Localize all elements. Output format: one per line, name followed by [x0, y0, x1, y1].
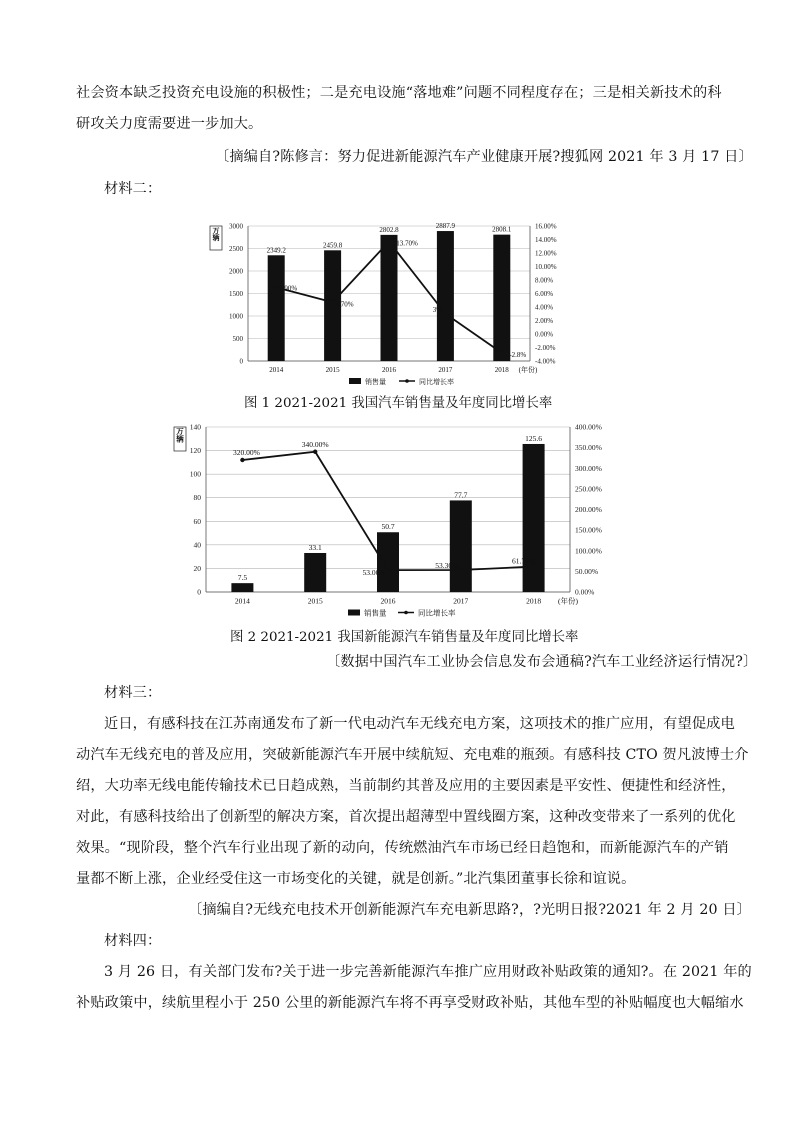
bar-value-label: 2349.2 [266, 246, 286, 255]
growth-value-label: 13.70% [396, 239, 418, 248]
growth-point [387, 239, 391, 243]
y2-tick-label: 6.00% [535, 290, 554, 298]
legend-label: 销售量 [364, 608, 387, 618]
x-tick-label: 2017 [453, 596, 469, 606]
paragraph-line: 量都不断上涨，企业经受住这一市场变化的关键，就是创新。”北汽集团董事长徐和谊说。 [76, 871, 636, 887]
growth-value-label: -2.8% [509, 350, 527, 359]
y-tick-label: 0 [197, 587, 201, 597]
growth-point [500, 351, 504, 355]
y2-tick-label: 350.00% [575, 443, 602, 453]
x-unit-label: (年份) [518, 366, 538, 374]
legend-marker [404, 611, 408, 615]
figure-caption: 图 1 2021-2021 我国汽车销售量及年度同比增长率 [244, 396, 553, 411]
growth-value-label: 4.70% [335, 300, 354, 309]
y2-tick-label: 100.00% [575, 546, 602, 556]
y2-tick-label: -4.00% [535, 357, 556, 366]
bar-value-label: 2887.9 [435, 222, 456, 231]
source-citation: 〔摘编自?无线充电技术开创新能源汽车充电新思路?，?光明日报?2021 年 2 月 20 日〕 [188, 902, 752, 918]
paragraph-line: 3 月 26 日，有关部门发布?关于进一步完善新能源汽车推广应用财政补贴政策的通知?。在 2021 年的 [104, 964, 752, 980]
bar-value-label: 50.7 [381, 522, 395, 532]
growth-value-label: 6.90% [279, 284, 298, 293]
bar-value-label: 33.1 [308, 542, 322, 552]
bar [377, 532, 399, 592]
growth-value-label: 61.70% [512, 556, 536, 566]
y2-tick-label: 14.00% [535, 236, 557, 244]
legend-label: 销售量 [365, 378, 386, 386]
legend-label: 同比增长率 [418, 608, 456, 618]
bar-value-label: 2459.8 [322, 241, 343, 250]
x-unit-label: (年份) [558, 596, 578, 606]
paragraph-line: 绍，大功率无线电能传输技术已日趋成熟，当前制约其普及应用的主要因素是平安性、便捷性和经济性， [76, 778, 736, 794]
x-tick-label: 2017 [438, 366, 453, 374]
source-citation: 〔数据中国汽车工业协会信息发布会通稿?汽车工业经济运行情况?〕 [326, 654, 758, 670]
y2-tick-label: 4.00% [535, 303, 554, 312]
x-tick-label: 2014 [234, 596, 250, 606]
growth-point [386, 568, 390, 572]
x-tick-label: 2016 [380, 596, 396, 606]
legend-swatch-bar [349, 378, 361, 384]
bar-value-label: 7.5 [237, 573, 248, 583]
growth-point [240, 458, 244, 462]
growth-value-label: 53.30% [435, 561, 459, 571]
y2-tick-label: 12.00% [535, 249, 557, 258]
growth-point [459, 568, 463, 572]
y2-tick-label: 50.00% [575, 566, 599, 576]
y-tick-label: 1000 [229, 312, 243, 321]
bar-value-label: 2808.1 [492, 225, 512, 234]
y-tick-label: 140 [189, 422, 201, 432]
y-tick-label: 120 [189, 446, 201, 456]
source-citation: 〔摘编自?陈修言：努力促进新能源汽车产业健康开展?搜狐网 2021 年 3 月 17 日〕 [215, 149, 753, 165]
legend-swatch-bar [348, 610, 360, 616]
y-tick-label: 100 [189, 469, 201, 479]
x-tick-label: 2015 [325, 366, 340, 374]
growth-point [274, 285, 278, 289]
legend-marker [405, 379, 409, 383]
y2-tick-label: -2.00% [535, 344, 556, 352]
bar [231, 583, 253, 592]
chart-figure-2 [170, 420, 610, 618]
y2-tick-label: 8.00% [535, 276, 554, 285]
bar [450, 500, 472, 592]
growth-value-label: 53.00% [362, 568, 386, 578]
material-label: 材料二： [104, 181, 162, 197]
y-unit-label: 万辆 [175, 427, 185, 443]
x-tick-label: 2018 [526, 596, 542, 606]
growth-value-label: 340.00% [301, 439, 329, 449]
y-tick-label: 3000 [229, 222, 243, 231]
material-label: 材料四： [104, 933, 162, 949]
y-tick-label: 0 [239, 357, 243, 366]
paragraph-line: 研攻关力度需要进一步加大。 [76, 116, 263, 132]
y2-tick-label: 2.00% [535, 317, 554, 325]
growth-point [443, 312, 447, 316]
x-tick-label: 2018 [494, 366, 509, 374]
bar-value-label: 2802.8 [379, 225, 399, 234]
figure-caption: 图 2 2021-2021 我国新能源汽车销售量及年度同比增长率 [230, 630, 579, 645]
y2-tick-label: 0.00% [535, 330, 554, 339]
paragraph-line: 社会资本缺乏投资充电设施的积极性；二是充电设施“落地难”问题不同程度存在；三是相关新技术的科 [76, 85, 722, 101]
y2-tick-label: 250.00% [575, 484, 602, 494]
bar [493, 235, 510, 361]
y-tick-label: 2000 [229, 267, 243, 276]
y-tick-label: 20 [193, 563, 201, 573]
y2-tick-label: 0.00% [575, 587, 595, 597]
paragraph-line: 效果。“现阶段，整个汽车行业出现了新的动向，传统燃油汽车市场已经日趋饱和，而新能源汽车的产销 [76, 840, 729, 856]
y2-tick-label: 150.00% [575, 525, 602, 535]
chart-figure-1 [200, 206, 590, 386]
x-tick-label: 2016 [382, 366, 396, 374]
bar [437, 231, 454, 361]
y2-tick-label: 200.00% [575, 505, 602, 514]
x-tick-label: 2015 [307, 596, 323, 606]
bar-value-label: 125.6 [525, 433, 543, 443]
bar-value-label: 77.7 [454, 490, 468, 500]
bar [304, 553, 326, 592]
bar [381, 235, 398, 361]
y-tick-label: 80 [193, 493, 201, 503]
y2-tick-label: 400.00% [575, 422, 602, 432]
y-tick-label: 60 [193, 516, 201, 526]
y-tick-label: 40 [193, 540, 201, 550]
bar [268, 255, 285, 361]
y-tick-label: 2500 [229, 245, 243, 253]
y-tick-label: 1500 [229, 290, 243, 298]
y2-tick-label: 10.00% [535, 263, 557, 271]
growth-value-label: 3% [432, 305, 443, 314]
legend-label: 同比增长率 [419, 378, 454, 386]
y2-tick-label: 300.00% [575, 463, 602, 473]
growth-point [330, 300, 334, 304]
paragraph-line: 对此，有感科技给出了创新型的解决方案，首次提出超薄型中置线圈方案，这种改变带来了一系列的优化 [76, 809, 736, 825]
paragraph-line: 补贴政策中，续航里程小于 250 公里的新能源汽车将不再享受财政补贴，其他车型的补贴幅度也大幅缩水 [76, 995, 744, 1011]
growth-value-label: 320.00% [232, 448, 260, 457]
y-tick-label: 500 [232, 335, 243, 343]
y-unit-label: 万辆 [212, 227, 220, 241]
x-tick-label: 2014 [269, 366, 284, 374]
growth-point [313, 450, 317, 454]
material-label: 材料三： [104, 685, 162, 701]
y2-tick-label: 16.00% [535, 222, 557, 231]
paragraph-line: 近日，有感科技在江苏南通发布了新一代电动汽车无线充电方案，这项技术的推广应用，有望促成电 [104, 716, 735, 732]
paragraph-line: 动汽车无线充电的普及应用，突破新能源汽车开展中续航短、充电难的瓶颈。有感科技 CTO 贺凡波博士介 [76, 747, 749, 763]
bar [523, 444, 545, 592]
